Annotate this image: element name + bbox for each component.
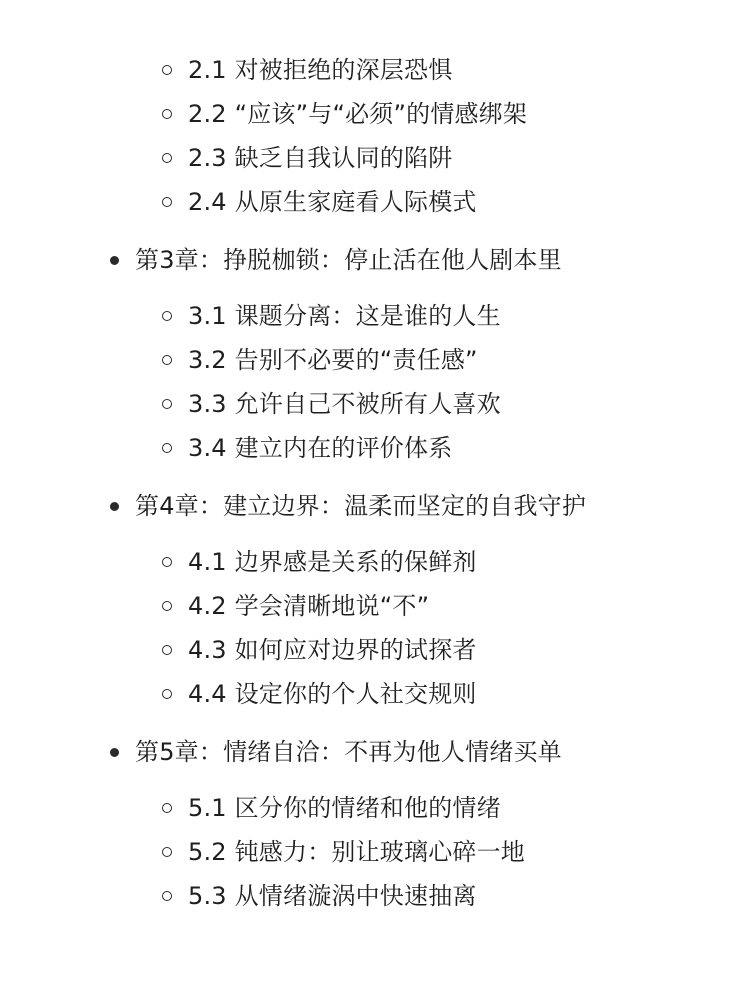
outline-subitem — [162, 182, 477, 222]
subitem-text: 3.1 课题分离：这是谁的人生 — [188, 302, 501, 330]
chapter-title: 第4章：建立边界：温柔而坚定的自我守护 — [135, 492, 587, 520]
filled-bullet-icon — [110, 256, 119, 265]
outline-chapter — [110, 240, 562, 280]
subitem-text: 2.1 对被拒绝的深层恐惧 — [188, 56, 453, 84]
chapter-title: 第5章：情绪自洽：不再为他人情绪买单 — [135, 738, 562, 766]
hollow-bullet-icon — [162, 65, 172, 75]
hollow-bullet-icon — [162, 601, 172, 611]
hollow-bullet-icon — [162, 891, 172, 901]
filled-bullet-icon — [110, 748, 119, 757]
outline-subitem — [162, 586, 429, 626]
subitem-text: 2.2 “应该”与“必须”的情感绑架 — [188, 100, 528, 128]
hollow-bullet-icon — [162, 645, 172, 655]
outline-subitem — [162, 876, 477, 916]
outline-chapter — [110, 486, 586, 526]
hollow-bullet-icon — [162, 153, 172, 163]
subitem-text: 3.4 建立内在的评价体系 — [188, 434, 453, 462]
outline-subitem — [162, 832, 525, 872]
subitem-text: 5.1 区分你的情绪和他的情绪 — [188, 794, 501, 822]
hollow-bullet-icon — [162, 847, 172, 857]
outline-subitem — [162, 50, 452, 90]
subitem-text: 5.2 钝感力：别让玻璃心碎一地 — [188, 838, 525, 866]
subitem-text: 5.3 从情绪漩涡中快速抽离 — [188, 882, 477, 910]
subitem-text: 2.4 从原生家庭看人际模式 — [188, 188, 477, 216]
hollow-bullet-icon — [162, 689, 172, 699]
outline-subitem — [162, 340, 478, 380]
outline-subitem — [162, 674, 477, 714]
outline-subitem — [162, 384, 501, 424]
subitem-text: 2.3 缺乏自我认同的陷阱 — [188, 144, 453, 172]
subitem-text: 3.3 允许自己不被所有人喜欢 — [188, 390, 501, 418]
hollow-bullet-icon — [162, 109, 172, 119]
outline-subitem — [162, 296, 501, 336]
subitem-text: 4.3 如何应对边界的试探者 — [188, 636, 477, 664]
hollow-bullet-icon — [162, 399, 172, 409]
hollow-bullet-icon — [162, 443, 172, 453]
outline-subitem — [162, 138, 452, 178]
subitem-text: 4.2 学会清晰地说“不” — [188, 592, 430, 620]
hollow-bullet-icon — [162, 355, 172, 365]
hollow-bullet-icon — [162, 803, 172, 813]
hollow-bullet-icon — [162, 557, 172, 567]
subitem-text: 4.4 设定你的个人社交规则 — [188, 680, 477, 708]
filled-bullet-icon — [110, 502, 119, 511]
outline-chapter — [110, 732, 562, 772]
outline-subitem — [162, 542, 477, 582]
outline-subitem — [162, 428, 452, 468]
hollow-bullet-icon — [162, 311, 172, 321]
chapter-title: 第3章：挣脱枷锁：停止活在他人剧本里 — [135, 246, 562, 274]
hollow-bullet-icon — [162, 197, 172, 207]
subitem-text: 3.2 告别不必要的“责任感” — [188, 346, 478, 374]
outline-subitem — [162, 788, 501, 828]
outline-subitem — [162, 94, 527, 134]
outline-subitem — [162, 630, 477, 670]
subitem-text: 4.1 边界感是关系的保鲜剂 — [188, 548, 477, 576]
